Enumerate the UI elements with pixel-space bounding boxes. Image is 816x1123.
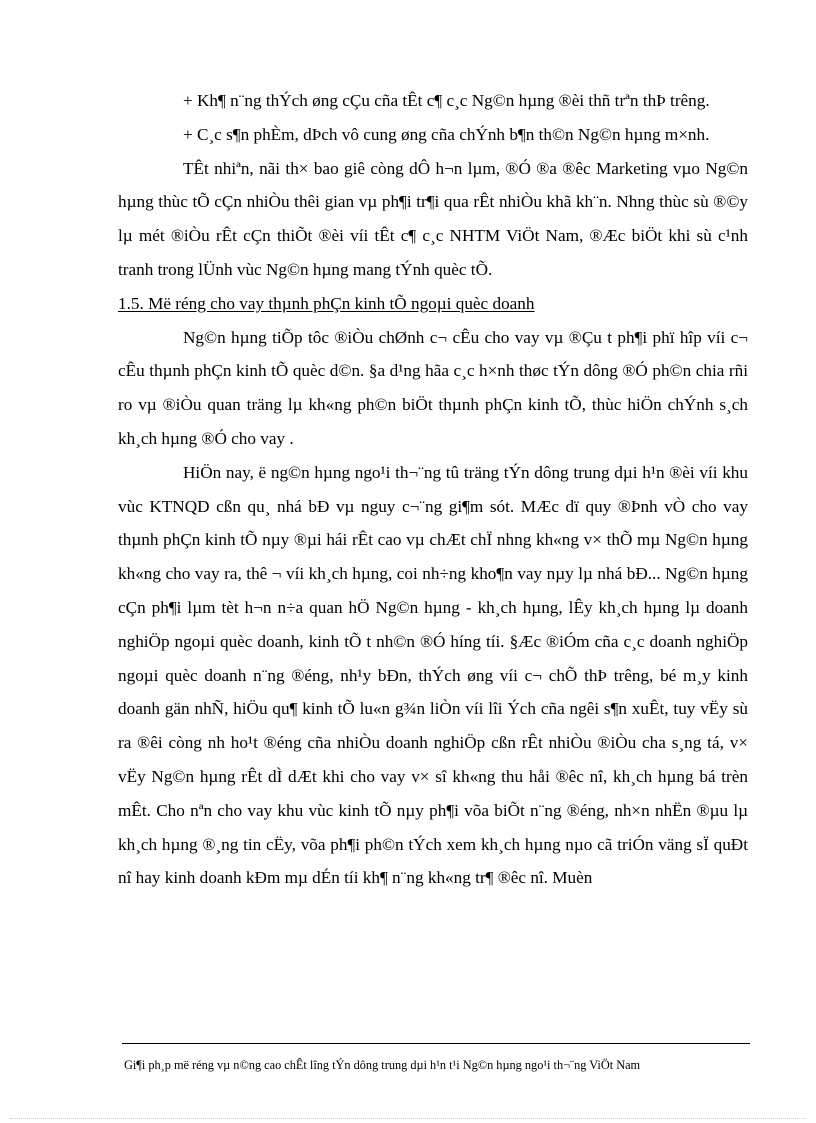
footer-title: Gi¶i ph¸p më réng vµ n©ng cao chÊt lîng tÝn dông trung dµi h¹n t¹i Ng©n hµng ngo¹i th¬¨ng ViÖt Nam bbox=[124, 1058, 641, 1072]
footer-divider bbox=[122, 1043, 750, 1044]
section-heading: 1.5. Më réng cho vay thµnh phÇn kinh tÕ ngoµi quèc doanh bbox=[118, 293, 535, 313]
paragraph-marketing-difficulty: TÊt nhiªn, nãi th× bao giê còng dÔ h¬n lµm, ®Ó ®a ®êc Marketing vµo Ng©n hµng thùc tÕ cÇn nhiÒu thêi gian vµ ph¶i tr¶i qua rÊt nhiÒu khã kh¨n. Nhng thùc sù ®©y lµ mét ®iÒu rÊt cÇn thiÕt ®èi víi tÊt c¶ c¸c NHTM ViÖt Nam, ®Æc biÖt khi sù c¹nh tranh trong lÜnh vùc Ng©n hµng mang tÝnh quèc tÕ. bbox=[118, 158, 748, 279]
paragraph-loan-structure: Ng©n hµng tiÕp tôc ®iÒu chØnh c¬ cÊu cho vay vµ ®Çu t ph¶i phï hîp víi c¬ cÊu thµnh phÇn kinh tÕ quèc d©n. §a d¹ng hãa c¸c h×nh thøc tÝn dông ®Ó ph©n chia rñi ro vµ ®iÒu quan träng lµ kh«ng ph©n biÖt thµnh phÇn kinh tÕ, thùc hiÖn chÝnh s¸ch kh¸ch hµng ®Ó cho vay . bbox=[118, 327, 748, 448]
paragraph-bank-products: + C¸c s¶n phÈm, dÞch vô cung øng cña chÝnh b¶n th©n Ng©n hµng m×nh. bbox=[183, 124, 710, 144]
page-bottom-edge bbox=[10, 1118, 806, 1119]
paragraph-market-adaptability: + Kh¶ n¨ng thÝch øng cÇu cña tÊt c¶ c¸c Ng©n hµng ®èi thñ trªn thÞ trêng. bbox=[183, 91, 710, 110]
paragraph-private-sector-lending: HiÖn nay, ë ng©n hµng ngo¹i th¬¨ng tû träng tÝn dông trung dµi h¹n ®èi víi khu vùc KTNQD cßn qu¸ nhá bÐ vµ nguy c¬¨ng gi¶m sót. MÆc dï quy ®Þnh vÒ cho vay thµnh phÇn kinh tÕ nµy ®µi hái rÊt cao vµ chÆt chÏ nhng kh«ng v× thÕ mµ Ng©n hµng kh«ng cho vay ra, thê ¬ víi kh¸ch hµng, coi nh÷ng kho¶n vay nµy lµ nhá bÐ... Ng©n hµng cÇn ph¶i lµm tèt h¬n n÷a quan hÖ Ng©n hµng - kh¸ch hµng, lÊy kh¸ch hµng lµ doanh nghiÖp ngoµi quèc doanh, kinh tÕ t nh©n ®Ó híng tíi. §Æc ®iÓm cña c¸c doanh nghiÖp ngoµi quèc doanh n¨ng ®éng, nh¹y bÐn, thÝch øng víi c¬ chÕ thÞ trêng, bé m¸y kinh doanh gän nhÑ, hiÖu qu¶ kinh tÕ lu«n g¾n liÒn víi lîi Ých cña ngêi s¶n xuÊt, tuy vËy sù ra ®êi còng nh ho¹t ®éng cña nhiÒu doanh nghiÖp cßn rÊt nhiÒu ®iÒu cha s¸ng tá, v× vËy Ng©n hµng rÊt dÌ dÆt khi cho vay v× sî kh«ng thu håi ®êc nî, kh¸ch hµng bá trèn mÊt. Cho nªn cho vay khu vùc kinh tÕ nµy ph¶i võa biÕt n¨ng ®éng, nh×n nhËn ®µu lµ kh¸ch hµng ®¸ng tin cËy, võa ph¶i ph©n tÝch xem kh¸ch hµng nµo cã triÓn väng sÏ quÐt nî hay kinh doanh kÐm mµ dÉn tíi kh¶ n¨ng kh«ng tr¶ ®êc nî. Muèn bbox=[118, 462, 748, 888]
body-text bbox=[118, 84, 748, 895]
